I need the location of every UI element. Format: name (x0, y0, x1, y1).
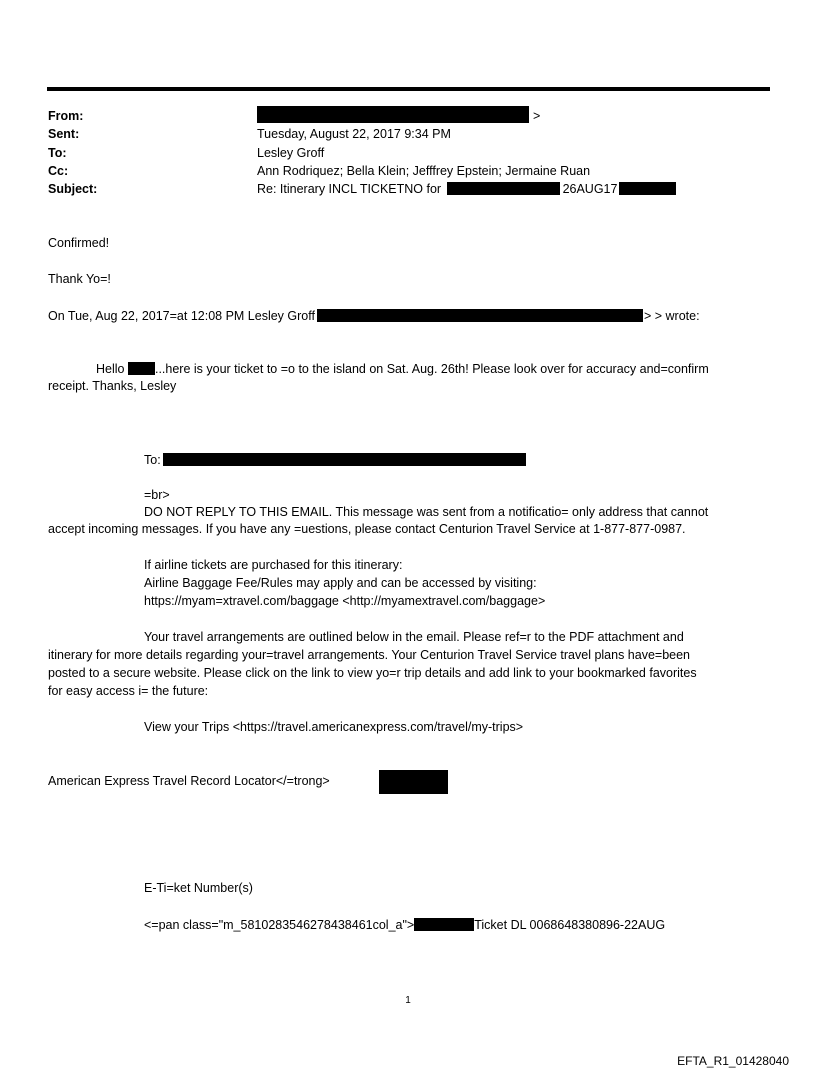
inner-to-redaction (163, 453, 526, 466)
email-redaction (317, 309, 643, 322)
from-label: From: (48, 109, 84, 123)
subject-value (257, 181, 676, 197)
inner-to-line (144, 452, 526, 468)
travel-line2: itinerary for more details regarding your=travel arrangements. Your Centurion Travel Service travel plans have=been (48, 648, 691, 662)
cc-label: Cc: (48, 164, 69, 178)
eticket-label: E-Ti=ket Number(s) (144, 881, 253, 895)
on-prefix: On Tue, Aug 22, 2017=at 12:08 PM Lesley Groff (48, 309, 315, 323)
subject-prefix: Re: Itinerary INCL TICKETNO for (257, 182, 442, 196)
travel-line1: Your travel arrangements are outlined below in the email. Please ref=r to the PDF attachment and (144, 630, 684, 644)
subject-redaction-2 (619, 182, 676, 195)
noreply-line1: DO NOT REPLY TO THIS EMAIL. This message was sent from a notificatio= only address that cannot (144, 505, 709, 519)
locator-label: American Express Travel Record Locator</=trong> (48, 774, 330, 788)
on-suffix: > > wrote: (643, 309, 700, 323)
hello-prefix: Hello (96, 362, 125, 376)
ticket-redaction (414, 918, 474, 931)
span-suffix: Ticket DL 0068648380896-22AUG (474, 918, 666, 932)
confirmed-text: Confirmed! (48, 236, 110, 250)
sent-value: Tuesday, August 22, 2017 9:34 PM (257, 127, 451, 141)
hello-line2: receipt. Thanks, Lesley (48, 379, 177, 393)
document-id: EFTA_R1_01428040 (677, 1054, 789, 1068)
cc-value: Ann Rodriquez; Bella Klein; Jefffrey Epstein; Jermaine Ruan (257, 164, 591, 178)
ticket-line (144, 917, 665, 933)
travel-line4: for easy access i= the future: (48, 684, 209, 698)
inner-to-label: To: (144, 453, 161, 467)
to-label: To: (48, 146, 67, 160)
subject-redaction-1 (447, 182, 560, 195)
travel-line3: posted to a secure website. Please click on the link to view yo=r trip details and add link to your bookmarked favorites (48, 666, 697, 680)
subject-mid: 26AUG17 (562, 182, 618, 196)
from-suffix: > (533, 109, 541, 123)
hello-text: ...here is your ticket to =o to the island on Sat. Aug. 26th! Please look over for accuracy and=confirm (154, 362, 709, 376)
noreply-line2: accept incoming messages. If you have any =uestions, please contact Centurion Travel Service at 1-877-877-0987. (48, 522, 686, 536)
header-rule (47, 87, 770, 91)
from-redaction (257, 106, 529, 123)
subject-label: Subject: (48, 182, 98, 196)
hello-line (96, 361, 709, 377)
airline-line2: Airline Baggage Fee/Rules may apply and can be accessed by visiting: (144, 576, 537, 590)
page-number: 1 (405, 995, 411, 1006)
locator-redaction (379, 770, 448, 794)
on-wrote-line (48, 308, 700, 324)
view-trips-link[interactable]: View your Trips <https://travel.americanexpress.com/travel/my-trips> (144, 720, 524, 734)
name-redaction (128, 362, 155, 375)
span-prefix: <=pan class="m_5810283546278438461col_a"> (144, 918, 415, 932)
to-value: Lesley Groff (257, 146, 325, 160)
thanks-text: Thank Yo=! (48, 272, 111, 286)
airline-line3: https://myam=xtravel.com/baggage <http://myamextravel.com/baggage> (144, 594, 546, 608)
airline-line1: If airline tickets are purchased for this itinerary: (144, 558, 403, 572)
br-tag-text: =br> (144, 488, 170, 502)
sent-label: Sent: (48, 127, 80, 141)
